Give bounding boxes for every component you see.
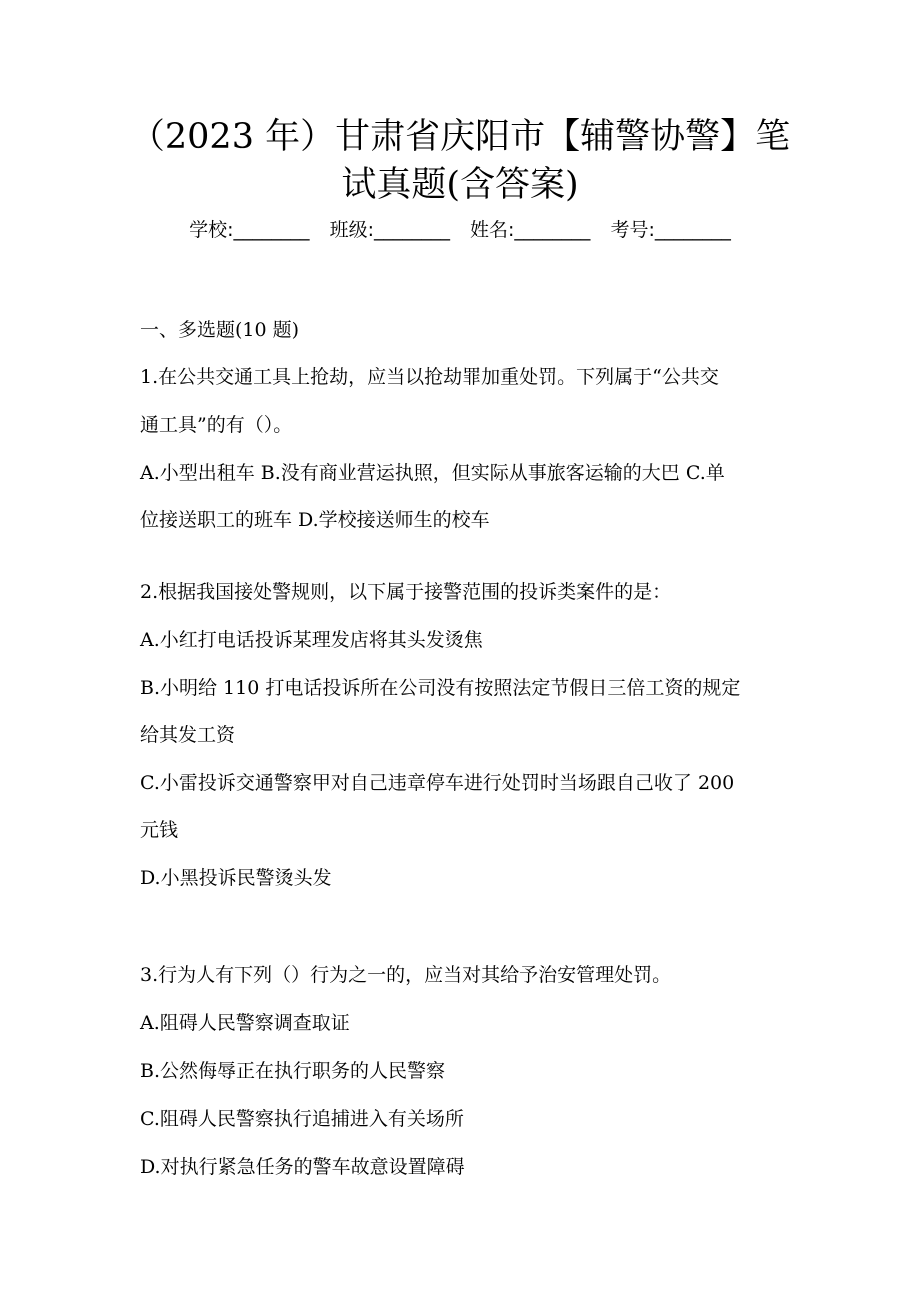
question-1-options-line-2: 位接送职工的班车 D.学校接送师生的校车 [140, 509, 490, 531]
name-field: 姓名:________ [470, 219, 591, 241]
class-field: 班级:________ [329, 219, 450, 241]
question-2-option-b-line-2: 给其发工资 [140, 724, 236, 746]
student-info-fields [120, 215, 800, 245]
school-field: 学校:________ [189, 219, 310, 241]
page-title-line-1: （2023 年）甘肃省庆阳市【辅警协警】笔 [129, 117, 791, 157]
question-1-stem-line-2: 通工具”的有（）。 [140, 414, 293, 436]
question-2-option-d: D.小黑投诉民警烫头发 [140, 867, 332, 889]
question-2-stem: 2.根据我国接处警规则，以下属于接警范围的投诉类案件的是： [140, 581, 672, 603]
page-title-line-2: 试真题(含答案) [341, 165, 579, 205]
question-3-option-c: C.阻碍人民警察执行追捕进入有关场所 [140, 1108, 464, 1130]
question-3-stem: 3.行为人有下列（）行为之一的，应当对其给予治安管理处罚。 [140, 964, 672, 986]
question-2-option-b-line-1: B.小明给 110 打电话投诉所在公司没有按照法定节假日三倍工资的规定 [140, 677, 741, 699]
question-2-option-c-line-2: 元钱 [140, 819, 179, 841]
question-2-option-c-line-1: C.小雷投诉交通警察甲对自己违章停车进行处罚时当场跟自己收了 200 [140, 772, 735, 794]
question-3-option-a: A.阻碍人民警察调查取证 [140, 1012, 350, 1034]
question-3-option-b: B.公然侮辱正在执行职务的人民警察 [140, 1060, 446, 1082]
question-3-option-d: D.对执行紧急任务的警车故意设置障碍 [140, 1156, 465, 1178]
question-1-stem-line-1: 1.在公共交通工具上抢劫，应当以抢劫罪加重处罚。下列属于“公共交 [140, 366, 719, 388]
question-2-option-a: A.小红打电话投诉某理发店将其头发烫焦 [140, 629, 483, 651]
exam-number-field: 考号:________ [610, 219, 731, 241]
question-1-options-line-1: A.小型出租车 B.没有商业营运执照，但实际从事旅客运输的大巴 C.单 [140, 462, 725, 484]
section-heading: 一、多选题(10 题) [140, 319, 300, 341]
